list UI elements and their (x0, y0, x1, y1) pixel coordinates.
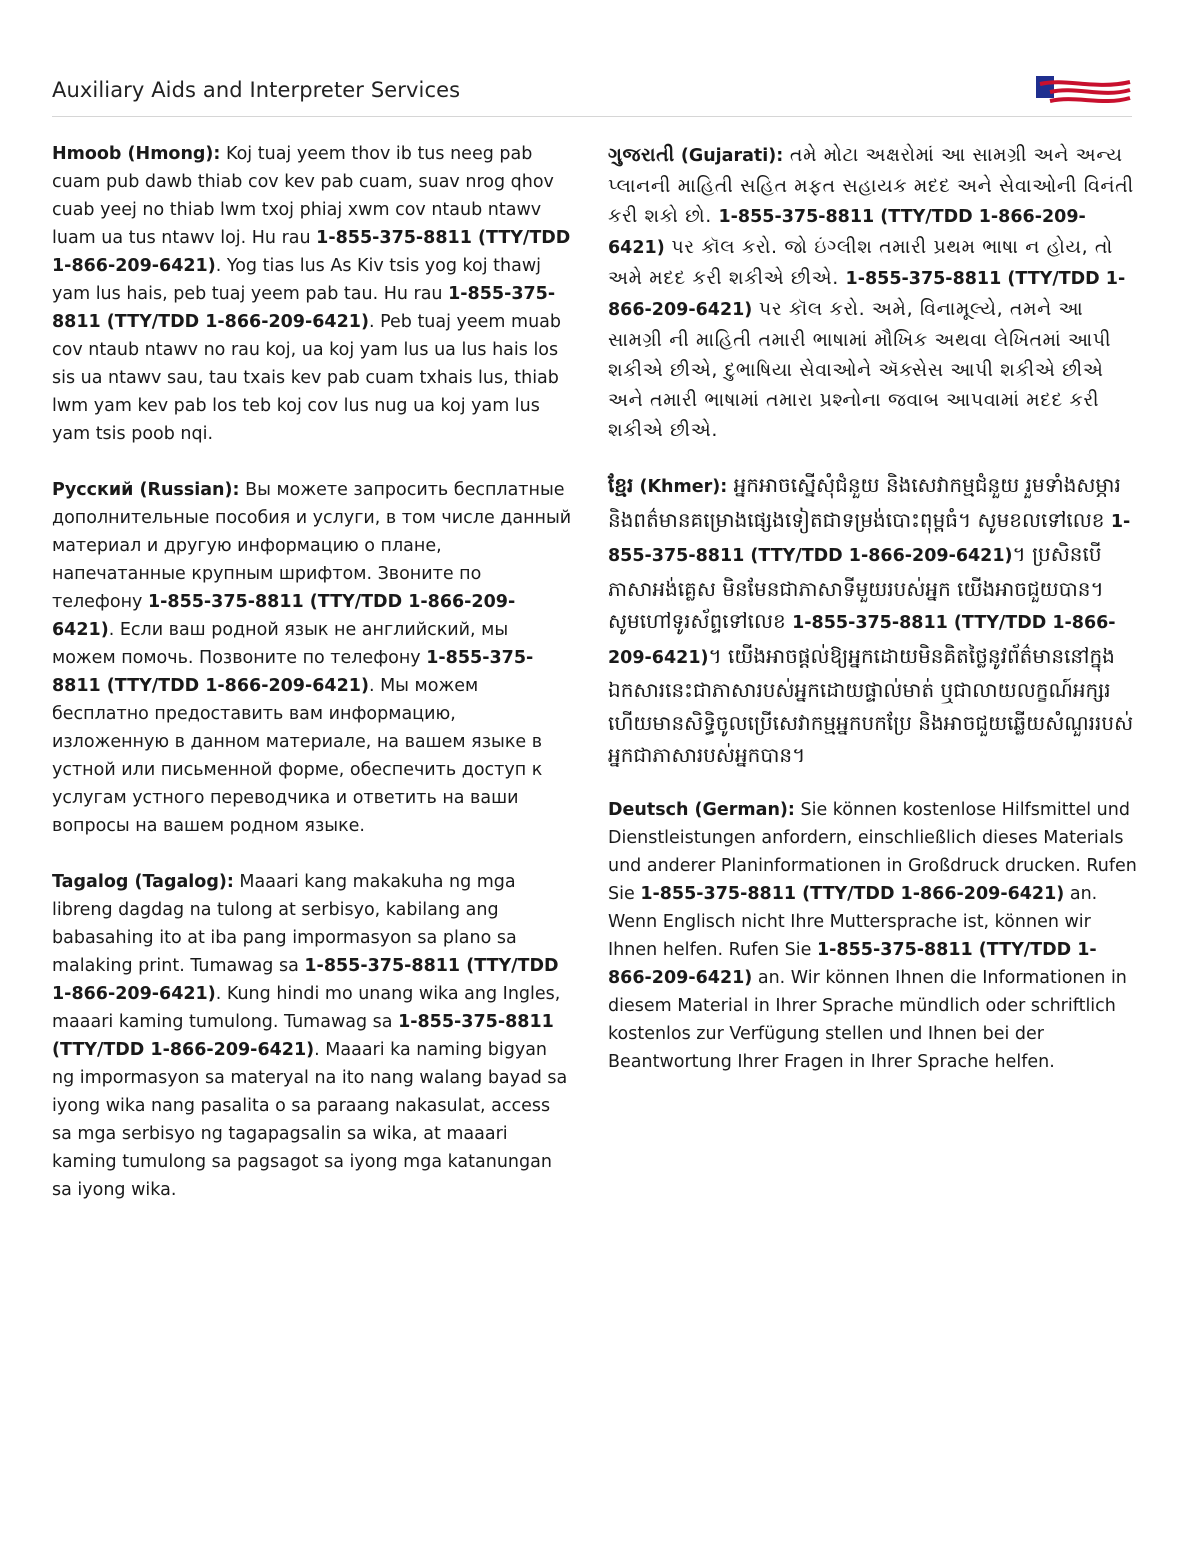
khmer-latin-name: (Khmer): (633, 477, 728, 497)
gujarati-language-name (608, 144, 783, 166)
german-language-name: Deutsch (German): (608, 799, 795, 820)
gujarati-text-3: પર કૉલ કરો. અમે, વિનામૂલ્યે, તમને આ સામગ્રી ની માહિતી તમારી ભાષામાં મૌખિક અથવા લેખિતમાં આપી શકીએ છીએ, દુભાષિયા સેવાઓને ઍક્સેસ આપી શકીએ છીએ અને તમારી ભાષામાં તમારા પ્રશ્નોના જવાબ આપવામાં મદદ કરી શકીએ છીએ. (608, 298, 1112, 441)
gujarati-phone-1: 1-855-375-8811 (TTY/TDD 1-866-209-6421) (608, 207, 1086, 258)
russian-language-name: Русский (Russian): (52, 480, 240, 500)
khmer-language-name (608, 473, 727, 497)
gujarati-latin-name: (Gujarati): (674, 146, 784, 166)
german-phone-2: 1-855-375-8811 (TTY/TDD 1-866-209-6421) (608, 939, 1097, 988)
german-text-3: an. Wir können Ihnen die Informationen in diesem Material in Ihrer Sprache mündlich oder schriftlich kostenlos zur Verfügung stellen und Ihnen bei der Beantwortung Ihrer Fragen in Ihrer Sprache helfen. (608, 967, 1127, 1072)
russian-phone-2: 1-855-375-8811 (TTY/TDD 1-866-209-6421) (52, 648, 534, 696)
page-title: Auxiliary Aids and Interpreter Services (52, 78, 461, 102)
german-block (608, 796, 1138, 1076)
flag-logo-icon (1036, 76, 1132, 106)
tagalog-paragraph (52, 868, 572, 1204)
russian-paragraph (52, 476, 572, 840)
tagalog-phone-2: 1-855-375-8811 (TTY/TDD 1-866-209-6421) (52, 1012, 554, 1060)
tagalog-text-3: . Maaari ka naming bigyan ng impormasyon sa materyal na ito nang walang bayad sa iyong wika nang pasalita o sa paraang nakasulat, access sa mga serbisyo ng tagapagsalin sa wika, at maaari kaming tumulong sa pagsagot sa iyong mga katanungan sa iyong wika. (52, 1040, 568, 1200)
hmong-phone-1: 1-855-375-8811 (TTY/TDD 1-866-209-6421) (52, 228, 571, 276)
left-column (52, 140, 572, 1232)
gujarati-paragraph (608, 140, 1138, 445)
german-text-2: an. Wenn Englisch nicht Ihre Muttersprache ist, können wir Ihnen helfen. Rufen Sie (608, 883, 1098, 960)
khmer-native-name: ខ្មែរ (608, 473, 634, 497)
russian-text-1: Вы можете запросить бесплатные дополнительные пособия и услуги, в том числе данный материал и другую информацию о плане, напечатанные крупным шрифтом. Звоните по телефону (52, 480, 572, 612)
german-paragraph (608, 796, 1138, 1076)
right-column (608, 140, 1138, 1100)
hmong-block (52, 140, 572, 448)
hmong-text-3: . Peb tuaj yeem muab cov ntaub ntawv no rau koj, ua koj yam lus ua lus hais los sis ua ntawv sau, tau txais kev pab cuam txhais lus, thiab lwm yam kev pab los teb koj cov lus nug ua koj yam lus yam tsis poob nqi. (52, 312, 562, 444)
hmong-language-name: Hmoob (Hmong): (52, 144, 221, 164)
german-text-1: Sie können kostenlose Hilfsmittel und Dienstleistungen anfordern, einschließlich dieses Materials und anderer Planinformationen in Großdruck drucken. Rufen Sie (608, 799, 1137, 904)
gujarati-phone-2: 1-855-375-8811 (TTY/TDD 1-866-209-6421) (608, 269, 1126, 320)
tagalog-text-1: Maaari kang makakuha ng mga libreng dagdag na tulong at serbisyo, kabilang ang babasahing ito at iba pang impormasyon sa plano sa malaking print. Tumawag sa (52, 872, 517, 976)
tagalog-language-name: Tagalog (Tagalog): (52, 872, 234, 892)
tagalog-block (52, 868, 572, 1204)
khmer-phone-2: 1-855-375-8811 (TTY/TDD 1-866-209-6421) (608, 613, 1116, 668)
gujarati-native-name: ગુજરાતી (608, 144, 675, 166)
hmong-paragraph (52, 140, 572, 448)
gujarati-block (608, 140, 1138, 445)
khmer-text-2: ។ ប្រសិនបើភាសាអង់គ្លេស មិនមែនជាភាសាទីមួយរបស់អ្នក យើងអាចជួយបាន។ សូមហៅទូរស័ព្ទទៅលេខ (608, 542, 1104, 633)
page-header (52, 72, 1132, 117)
russian-text-2: . Если ваш родной язык не английский, мы можем помочь. Позвоните по телефону (52, 620, 509, 668)
tagalog-text-2: . Kung hindi mo unang wika ang Ingles, maaari kaming tumulong. Tumawag sa (52, 984, 561, 1032)
hmong-text-2: . Yog tias lus As Kiv tsis yog koj thawj yam lus hais, peb tuaj yeem pab tau. Hu rau (52, 256, 542, 304)
russian-block (52, 476, 572, 840)
tagalog-phone-1: 1-855-375-8811 (TTY/TDD 1-866-209-6421) (52, 956, 559, 1004)
gujarati-text-1: તમે મોટા અક્ષરોમાં આ સામગ્રી અને અન્ય પ્લાનની માહિતી સહિત મફત સહાયક મદદ અને સેવાઓની વિનંતી કરી શકો છો. (608, 144, 1134, 227)
hmong-text-1: Koj tuaj yeem thov ib tus neeg pab cuam pub dawb thiab cov kev pab cuam, suav nrog qhov cuab yeej no thiab lwm txoj phiaj xwm cov ntaub ntawv luam ua tus ntawv loj. Hu rau (52, 144, 554, 248)
khmer-text-1: អ្នកអាចស្នើសុំជំនួយ និងសេវាកម្មជំនួយ រួមទាំងសម្ភារ និងពត៌មានគម្រោងផ្សេងទៀតជាទម្រង់បោះពុម្ពធំ។ សូមខលទៅលេខ (608, 473, 1121, 532)
german-phone-1: 1-855-375-8811 (TTY/TDD 1-866-209-6421) (640, 883, 1065, 904)
russian-text-3: . Мы можем бесплатно предоставить вам информацию, изложенную в данном материале, на вашем языке в устной или письменной форме, обеспечить доступ к услугам устного переводчика и ответить на ваши вопросы на вашем родном языке. (52, 676, 543, 836)
gujarati-text-2: પર કૉલ કરો. જો ઇંગ્લીશ તમારી પ્રથમ ભાષા ન હોય, તો અમે મદદ કરી શકીએ છીએ. (608, 236, 1113, 289)
hmong-phone-2: 1-855-375-8811 (TTY/TDD 1-866-209-6421) (52, 284, 556, 332)
russian-phone-1: 1-855-375-8811 (TTY/TDD 1-866-209-6421) (52, 592, 516, 640)
khmer-block (608, 469, 1138, 772)
khmer-paragraph (608, 469, 1138, 772)
khmer-phone-1: 1-855-375-8811 (TTY/TDD 1-866-209-6421) (608, 511, 1131, 566)
khmer-text-3: ។ យើងអាចផ្តល់ឱ្យអ្នកដោយមិនគិតថ្លៃនូវព័ត៌មាននៅក្នុងឯកសារនេះជាភាសារបស់អ្នកដោយផ្ទាល់មាត់ ឬជាលាយលក្ខណ៍អក្សរ ហើយមានសិទ្ធិចូលប្រើសេវាកម្មអ្នកបកប្រែ និងអាចជួយឆ្លើយសំណួររបស់អ្នកជាភាសារបស់អ្នកបាន។ (608, 643, 1134, 767)
